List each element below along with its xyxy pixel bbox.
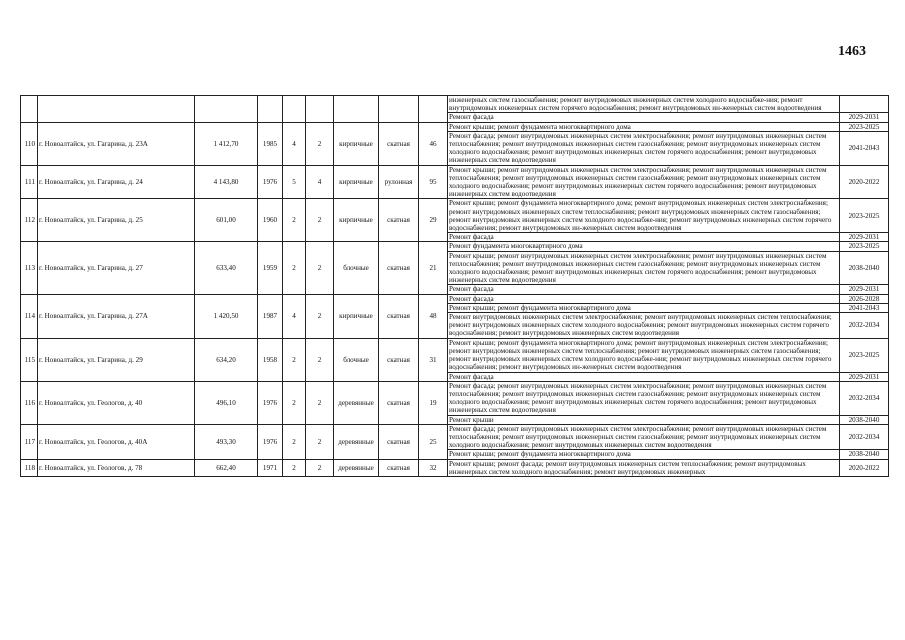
work-description-cell: Ремонт фасада; ремонт внутридомовых инженерных систем электроснабжения; ремонт внутридомовых инженерных систем теплоснабжения; ремонт внутридомовых инженерных систем газоснабжения; ремонт внутридомовых инженерных систем холодного водоснабжения; ремонт внутридомовых инженерных систем горячего водоснабжения; ремонт внутридомовых инженерных систем водоотведения — [448, 131, 840, 165]
row-number: 111 — [21, 165, 38, 199]
year-cell: 1976 — [258, 424, 283, 459]
row-number: 116 — [21, 381, 38, 424]
work-description-cell: Ремонт крыши; ремонт фундамента многоквартирного дома — [448, 450, 840, 459]
roof-type-cell: рулонная — [379, 165, 419, 199]
table-row — [21, 165, 889, 199]
address-cell — [38, 96, 195, 123]
area-cell: 601,00 — [195, 199, 258, 242]
entrances-cell: 2 — [306, 294, 334, 338]
work-description-cell: Ремонт крыши — [448, 415, 840, 424]
row-number: 112 — [21, 199, 38, 242]
wall-material-cell: кирпичные — [334, 122, 379, 165]
period-cell: 2032-2034 — [840, 313, 889, 339]
roof-type-cell — [379, 96, 419, 123]
area-cell: 493,30 — [195, 424, 258, 459]
year-cell: 1971 — [258, 459, 283, 476]
table-body — [21, 96, 889, 477]
area-cell: 4 143,80 — [195, 165, 258, 199]
row-number: 110 — [21, 122, 38, 165]
work-description-cell: Ремонт крыши; ремонт фундамента многоквартирного дома — [448, 303, 840, 312]
work-description-cell: Ремонт фасада; ремонт внутридомовых инженерных систем электроснабжения; ремонт внутридомовых инженерных систем теплоснабжения; ремонт внутридомовых инженерных систем газоснабжения; ремонт внутридомовых инженерных систем холодного водоснабжения; ремонт внутридомовых инженерных систем водоотведения — [448, 424, 840, 450]
period-cell: 2026-2028 — [840, 294, 889, 303]
entrances-cell: 2 — [306, 381, 334, 424]
floors-cell — [283, 96, 306, 123]
work-description-cell: Ремонт фасада; ремонт внутридомовых инженерных систем электроснабжения; ремонт внутридомовых инженерных систем теплоснабжения; ремонт внутридомовых инженерных систем газоснабжения; ремонт внутридомовых инженерных систем холодного водоснабжения; ремонт внутридомовых инженерных систем горячего водоснабжения; ремонт внутридомовых инженерных систем водоотведения — [448, 381, 840, 415]
work-description-cell: Ремонт фасада — [448, 285, 840, 294]
address-cell: г. Новоалтайск, ул. Геологов, д. 40 — [38, 381, 195, 424]
floors-cell: 2 — [283, 199, 306, 242]
entrances-cell: 4 — [306, 165, 334, 199]
apartments-cell: 32 — [419, 459, 448, 476]
apartments-cell: 21 — [419, 242, 448, 294]
address-cell: г. Новоалтайск, ул. Гагарина, д. 27А — [38, 294, 195, 338]
area-cell: 634,20 — [195, 338, 258, 381]
table-row — [21, 96, 889, 113]
period-cell: 2032-2034 — [840, 424, 889, 450]
period-cell: 2029-2031 — [840, 233, 889, 242]
table-row — [21, 242, 889, 251]
year-cell: 1960 — [258, 199, 283, 242]
apartments-cell: 25 — [419, 424, 448, 459]
table-row — [21, 199, 889, 233]
table-row — [21, 459, 889, 476]
floors-cell: 2 — [283, 338, 306, 381]
entrances-cell: 2 — [306, 122, 334, 165]
entrances-cell: 2 — [306, 199, 334, 242]
roof-type-cell: скатная — [379, 122, 419, 165]
roof-type-cell: скатная — [379, 381, 419, 424]
period-cell: 2029-2031 — [840, 372, 889, 381]
work-description-cell: инженерных систем газоснабжения; ремонт внутридомовых инженерных систем холодного водоснабже-ния; ремонт внутридомовых инженерных систем горячего водоснабжения; ремонт внутридомовых ин-женерных систем водоотведения — [448, 96, 840, 113]
period-cell: 2023-2025 — [840, 242, 889, 251]
period-cell: 2038-2040 — [840, 415, 889, 424]
floors-cell: 2 — [283, 381, 306, 424]
work-description-cell: Ремонт крыши; ремонт фасада; ремонт внутридомовых инженерных систем теплоснабжения; ремонт внутридомовых инженерных систем холодного водоснабжения; ремонт внутридомовых инженерных — [448, 459, 840, 476]
year-cell — [258, 96, 283, 123]
area-cell — [195, 96, 258, 123]
address-cell: г. Новоалтайск, ул. Геологов, д. 40А — [38, 424, 195, 459]
floors-cell: 5 — [283, 165, 306, 199]
area-cell: 1 420,50 — [195, 294, 258, 338]
table-row — [21, 294, 889, 303]
area-cell: 1 412,70 — [195, 122, 258, 165]
entrances-cell — [306, 96, 334, 123]
apartments-cell: 19 — [419, 381, 448, 424]
work-description-cell: Ремонт фасада — [448, 113, 840, 122]
work-description-cell: Ремонт внутридомовых инженерных систем электроснабжения; ремонт внутридомовых инженерных систем теплоснабжения; ремонт внутридомовых инженерных систем холодного водоснабжения; ремонт внутридомовых инженерных систем горячего водоснабжения; ремонт внутридомовых инженерных систем водоотведения — [448, 313, 840, 339]
floors-cell: 2 — [283, 242, 306, 294]
area-cell: 662,40 — [195, 459, 258, 476]
row-number: 118 — [21, 459, 38, 476]
apartments-cell: 46 — [419, 122, 448, 165]
apartments-cell: 95 — [419, 165, 448, 199]
year-cell: 1958 — [258, 338, 283, 381]
wall-material-cell: блочные — [334, 338, 379, 381]
table-row — [21, 338, 889, 372]
roof-type-cell: скатная — [379, 199, 419, 242]
work-description-cell: Ремонт крыши; ремонт фундамента многоквартирного дома; ремонт внутридомовых инженерных систем электроснабжения; ремонт внутридомовых инженерных систем теплоснабжения; ремонт внутридомовых инженерных систем газоснабжения; ремонт внутридомовых инженерных систем холодного водоснабже-ния; ремонт внутридомовых инженерных систем горячего водоснабжения; ремонт внутридомовых ин-женерных систем водоотведения — [448, 338, 840, 372]
work-description-cell: Ремонт крыши; ремонт внутридомовых инженерных систем электроснабжения; ремонт внутридомовых инженерных систем теплоснабжения; ремонт внутридомовых инженерных систем газоснабжения; ремонт внутридомовых инженерных систем холодного водоснабжения; ремонт внутридомовых инженерных систем горячего водоснабжения; ремонт внутридомовых инженерных систем водоотведения — [448, 251, 840, 285]
work-description-cell: Ремонт фундамента многоквартирного дома — [448, 242, 840, 251]
roof-type-cell: скатная — [379, 242, 419, 294]
period-cell: 2023-2025 — [840, 199, 889, 233]
period-cell: 2029-2031 — [840, 285, 889, 294]
period-cell: 2038-2040 — [840, 251, 889, 285]
wall-material-cell: кирпичные — [334, 199, 379, 242]
table-row — [21, 122, 889, 131]
apartments-cell: 29 — [419, 199, 448, 242]
area-cell: 633,40 — [195, 242, 258, 294]
wall-material-cell: кирпичные — [334, 294, 379, 338]
floors-cell: 2 — [283, 424, 306, 459]
table-row — [21, 381, 889, 415]
work-description-cell: Ремонт крыши; ремонт внутридомовых инженерных систем электроснабжения; ремонт внутридомовых инженерных систем теплоснабжения; ремонт внутридомовых инженерных систем газоснабжения; ремонт внутридомовых инженерных систем холодного водоснабжения; ремонт внутридомовых инженерных систем горячего водоснабжения; ремонт внутридомовых инженерных систем водоотведения — [448, 165, 840, 199]
period-cell: 2038-2040 — [840, 450, 889, 459]
apartments-cell — [419, 96, 448, 123]
row-number: 113 — [21, 242, 38, 294]
work-description-cell: Ремонт фасада — [448, 372, 840, 381]
period-cell: 2029-2031 — [840, 113, 889, 122]
work-description-cell: Ремонт фасада — [448, 233, 840, 242]
address-cell: г. Новоалтайск, ул. Геологов, д. 78 — [38, 459, 195, 476]
address-cell: г. Новоалтайск, ул. Гагарина, д. 23А — [38, 122, 195, 165]
period-cell: 2023-2025 — [840, 338, 889, 372]
year-cell: 1985 — [258, 122, 283, 165]
work-description-cell: Ремонт крыши; ремонт фундамента многоквартирного дома — [448, 122, 840, 131]
row-number: 114 — [21, 294, 38, 338]
floors-cell: 4 — [283, 122, 306, 165]
row-number — [21, 96, 38, 123]
roof-type-cell: скатная — [379, 459, 419, 476]
period-cell: 2041-2043 — [840, 131, 889, 165]
entrances-cell: 2 — [306, 338, 334, 381]
repair-program-table — [20, 95, 889, 477]
wall-material-cell: деревянные — [334, 424, 379, 459]
wall-material-cell: деревянные — [334, 459, 379, 476]
row-number: 115 — [21, 338, 38, 381]
work-description-cell: Ремонт крыши; ремонт фундамента многоквартирного дома; ремонт внутридомовых инженерных систем электроснабжения; ремонт внутридомовых инженерных систем теплоснабжения; ремонт внутридомовых инженерных систем газоснабжения; ремонт внутридомовых инженерных систем холодного водоснабже-ния; ремонт внутридомовых инженерных систем горячего водоснабжения; ремонт внутридомовых ин-женерных систем водоотведения — [448, 199, 840, 233]
entrances-cell: 2 — [306, 242, 334, 294]
work-description-cell: Ремонт фасада — [448, 294, 840, 303]
address-cell: г. Новоалтайск, ул. Гагарина, д. 27 — [38, 242, 195, 294]
roof-type-cell: скатная — [379, 424, 419, 459]
wall-material-cell — [334, 96, 379, 123]
roof-type-cell: скатная — [379, 294, 419, 338]
floors-cell: 2 — [283, 459, 306, 476]
wall-material-cell: деревянные — [334, 381, 379, 424]
page-number: 1463 — [838, 44, 866, 59]
area-cell: 496,10 — [195, 381, 258, 424]
year-cell: 1959 — [258, 242, 283, 294]
period-cell: 2020-2022 — [840, 459, 889, 476]
row-number: 117 — [21, 424, 38, 459]
address-cell: г. Новоалтайск, ул. Гагарина, д. 25 — [38, 199, 195, 242]
period-cell: 2023-2025 — [840, 122, 889, 131]
entrances-cell: 2 — [306, 459, 334, 476]
year-cell: 1976 — [258, 381, 283, 424]
entrances-cell: 2 — [306, 424, 334, 459]
period-cell: 2020-2022 — [840, 165, 889, 199]
apartments-cell: 31 — [419, 338, 448, 381]
floors-cell: 4 — [283, 294, 306, 338]
year-cell: 1987 — [258, 294, 283, 338]
address-cell: г. Новоалтайск, ул. Гагарина, д. 24 — [38, 165, 195, 199]
address-cell: г. Новоалтайск, ул. Гагарина, д. 29 — [38, 338, 195, 381]
year-cell: 1976 — [258, 165, 283, 199]
wall-material-cell: блочные — [334, 242, 379, 294]
period-cell — [840, 96, 889, 113]
period-cell: 2032-2034 — [840, 381, 889, 415]
table-row — [21, 424, 889, 450]
apartments-cell: 48 — [419, 294, 448, 338]
wall-material-cell: кирпичные — [334, 165, 379, 199]
period-cell: 2041-2043 — [840, 303, 889, 312]
roof-type-cell: скатная — [379, 338, 419, 381]
